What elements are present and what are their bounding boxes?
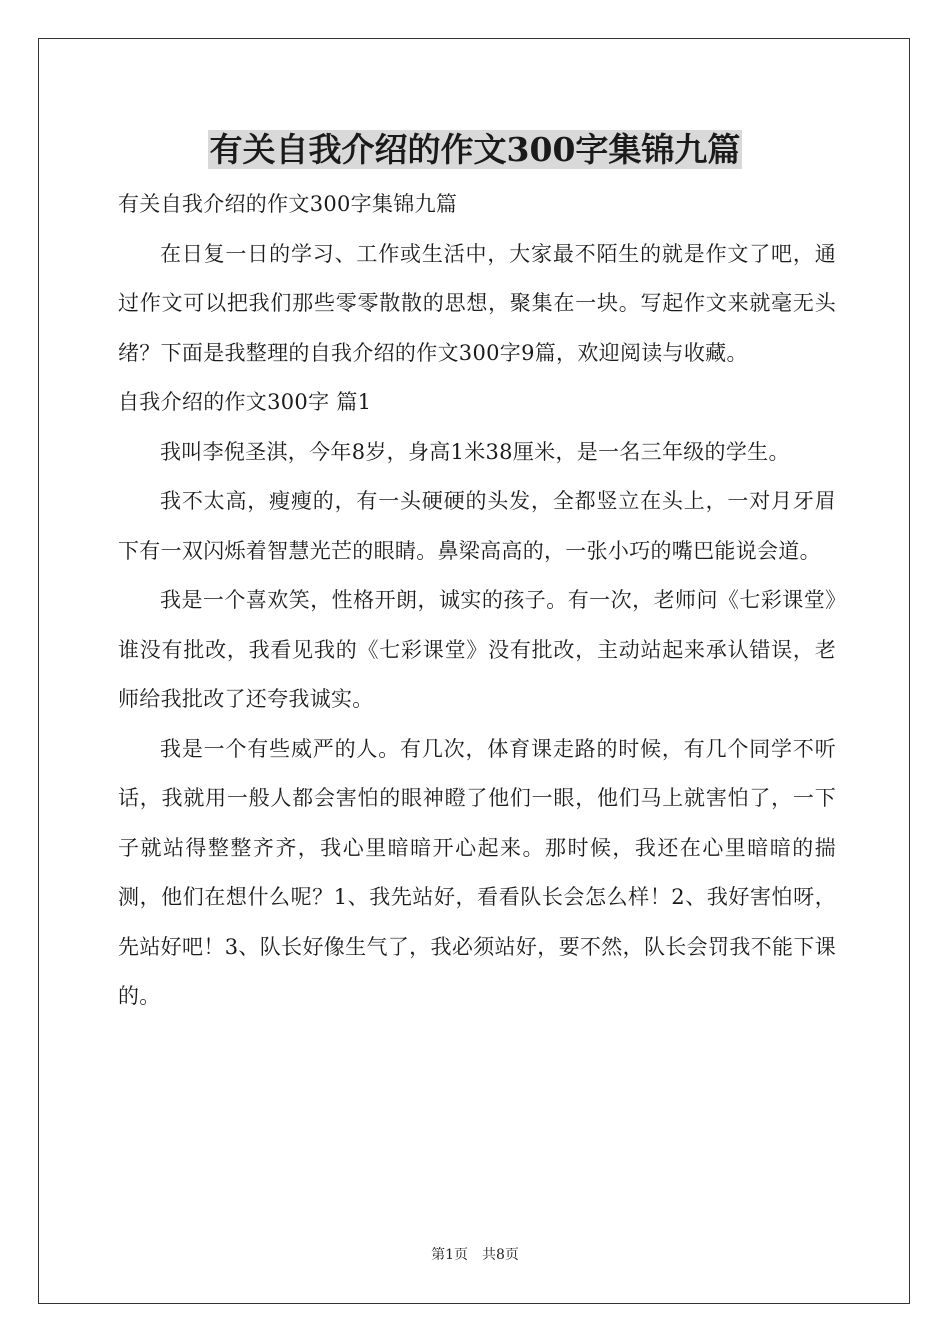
- page-number-total: 共8页: [482, 1247, 519, 1263]
- body-paragraph: 我不太高，瘦瘦的，有一头硬硬的头发，全都竖立在头上，一对月牙眉下有一双闪烁着智慧光芒的眼睛。鼻梁高高的，一张小巧的嘴巴能说会道。: [118, 489, 836, 563]
- body-paragraph: 我是一个喜欢笑，性格开朗，诚实的孩子。有一次，老师问《七彩课堂》谁没有批改，我看见我的《七彩课堂》没有批改，主动站起来承认错误，老师给我批改了还夸我诚实。: [118, 588, 836, 711]
- document-title: [0, 130, 950, 170]
- body-paragraph: 我叫李倪圣淇，今年8岁，身高1米38厘米，是一名三年级的学生。: [160, 439, 790, 464]
- body-paragraph: 我是一个有些威严的人。有几次，体育课走路的时候，有几个同学不听话，我就用一般人都会害怕的眼神瞪了他们一眼，他们马上就害怕了，一下子就站得整整齐齐，我心里暗暗开心起来。那时候，我还在心里暗暗的揣测，他们在想什么呢？1、我先站好，看看队长会怎么样！2、我好害怕呀，先站好吧！3、队长好像生气了，我必须站好，要不然，队长会罚我不能下课的。: [118, 736, 836, 1008]
- document-body: [118, 180, 836, 1022]
- document-title-text: 有关自我介绍的作文300字集锦九篇: [209, 130, 741, 169]
- section-heading: 自我介绍的作文300字 篇1: [118, 390, 372, 414]
- page-footer: [0, 1246, 950, 1264]
- page-number-current: 第1页: [431, 1247, 468, 1263]
- intro-paragraph: 在日复一日的学习、工作或生活中，大家最不陌生的就是作文了吧，通过作文可以把我们那些零零散散的思想，聚集在一块。写起作文来就毫无头绪？下面是我整理的自我介绍的作文300字9篇，欢迎阅读与收藏。: [118, 241, 836, 365]
- subtitle-paragraph: 有关自我介绍的作文300字集锦九篇: [118, 192, 458, 216]
